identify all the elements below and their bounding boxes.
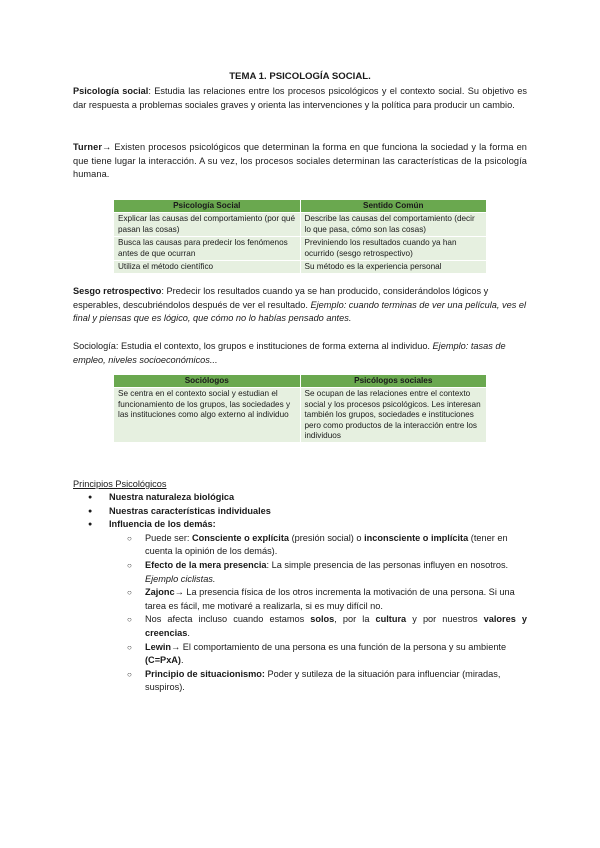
sub-text: : La simple presencia de las personas influyen en nosotros.	[266, 559, 509, 570]
table2-header-2: Psicólogos sociales	[300, 375, 487, 388]
sub-text: , por la	[334, 614, 376, 625]
list-item	[109, 586, 527, 613]
list-item	[109, 668, 527, 695]
sub-bold: Consciente o explícita	[192, 532, 290, 543]
table-row	[114, 388, 487, 443]
sub-bold: Efecto de la mera presencia	[145, 559, 267, 570]
list-item-label: Nuestras características individuales	[109, 505, 271, 516]
list-item	[109, 613, 527, 640]
sub-bold: solos	[310, 614, 335, 625]
turner-paragraph	[73, 141, 527, 182]
sub-text: Poder y sutileza de la situación para influenciar (miradas, suspiros).	[145, 668, 501, 693]
psicologia-social-text: : Estudia las relaciones entre los procesos psicológicos y el contexto social. Su objetivo es dar respuesta a problemas sociales graves y orienta las intervenciones y la política para producir un cambio.	[73, 86, 527, 110]
sub-bold: Lewin	[145, 641, 172, 652]
turner-term: Turner	[73, 142, 103, 152]
influencia-sublist	[109, 532, 527, 695]
sesgo-example: Ejemplo: cuando terminas de ver una película, ves el final y piensas que es lógico, que cómo no lo habías pensado antes.	[73, 299, 527, 324]
sociologia-text: Sociología: Estudia el contexto, los grupos e instituciones de forma externa al individuo.	[73, 341, 433, 351]
table1-cell: Busca las causas para predecir los fenómenos antes de que ocurran	[114, 237, 301, 261]
table-row	[114, 261, 487, 274]
sesgo-term: Sesgo retrospectivo	[73, 286, 162, 296]
sub-italic: Ejemplo ciclistas.	[145, 573, 216, 584]
psicologia-social-term: Psicología social	[73, 86, 149, 96]
page-title: TEMA 1. PSICOLOGÍA SOCIAL.	[229, 71, 371, 82]
psicologia-social-paragraph	[73, 85, 527, 112]
list-item	[73, 491, 527, 505]
table1-header-2: Sentido Común	[300, 200, 487, 213]
sociologia-paragraph	[73, 340, 527, 367]
table1-cell: Describe las causas del comportamiento (decir lo que pasa, cómo son las cosas)	[300, 213, 487, 237]
list-item	[73, 505, 527, 519]
sub-text: (presión social) o	[289, 532, 365, 543]
sub-text: → La presencia física de los otros incrementa la motivación de una persona. Si una tarea es fácil, me motivaré a realizarla, si es muy difícil no.	[145, 587, 515, 611]
sub-text: (tener en cuenta la opinión de los demás).	[145, 532, 508, 557]
sub-bold: cultura	[375, 614, 407, 625]
table-row	[114, 213, 487, 237]
sub-bold: (C=PxA)	[145, 655, 181, 666]
table2-header-1: Sociólogos	[114, 375, 301, 388]
turner-text: → Existen procesos psicológicos que determinan la forma en que funciona la sociedad y la forma en que tiene lugar la interacción. A su vez, los procesos sociales determinan las características de la psicología humana.	[73, 142, 527, 180]
comparison-table-sociologos-psicologos	[113, 374, 487, 443]
sub-bold: valores y creencias	[145, 614, 528, 638]
sub-text: Puede ser:	[145, 532, 192, 543]
table-row	[114, 237, 487, 261]
sub-text: .	[181, 655, 184, 666]
sub-text: Nos afecta incluso cuando estamos	[145, 614, 311, 625]
list-item	[109, 641, 527, 668]
table1-header-1: Psicología Social	[114, 200, 301, 213]
sub-text: y por nuestros	[406, 614, 484, 625]
sub-text: .	[187, 627, 190, 638]
principios-list	[73, 491, 527, 695]
sub-bold: Principio de situacionismo:	[145, 668, 265, 679]
table1-cell: Su método es la experiencia personal	[300, 261, 487, 274]
sesgo-text: : Predecir los resultados cuando ya se han producido, considerándolos lógicos y esperables, descubriéndolos después de ver el resultado.	[73, 286, 489, 310]
sub-bold: Zajonc	[145, 587, 175, 598]
sociologia-example: Ejemplo: tasas de empleo, niveles socioeconómicos...	[73, 341, 506, 365]
sub-bold: inconsciente o implícita	[364, 532, 469, 543]
sesgo-retrospectivo-paragraph	[73, 285, 527, 326]
list-item	[109, 532, 527, 559]
list-item	[73, 518, 527, 695]
principios-heading: Principios Psicológicos	[73, 479, 167, 489]
list-item-label: Nuestra naturaleza biológica	[109, 492, 235, 502]
table1-cell: Previniendo los resultados cuando ya han ocurrido (sesgo retrospectivo)	[300, 237, 487, 261]
table2-cell: Se centra en el contexto social y estudian el funcionamiento de los grupos, las sociedades y las instituciones como algo externo al individuo	[114, 388, 301, 443]
table1-cell: Utiliza el método científico	[114, 261, 301, 274]
table1-cell: Explicar las causas del comportamiento (por qué pasan las cosas)	[114, 213, 301, 237]
comparison-table-psicologia-sentido-comun	[113, 199, 487, 274]
list-item	[109, 559, 527, 586]
list-item-label: Influencia de los demás:	[109, 519, 216, 530]
table2-cell: Se ocupan de las relaciones entre el contexto social y los procesos psicológicos. Les interesan también los grupos, sociedades e instituciones pero como productos de la interacción entre los individuos	[300, 388, 487, 443]
sub-text: → El comportamiento de una persona es una función de la persona y su ambiente	[171, 641, 507, 652]
